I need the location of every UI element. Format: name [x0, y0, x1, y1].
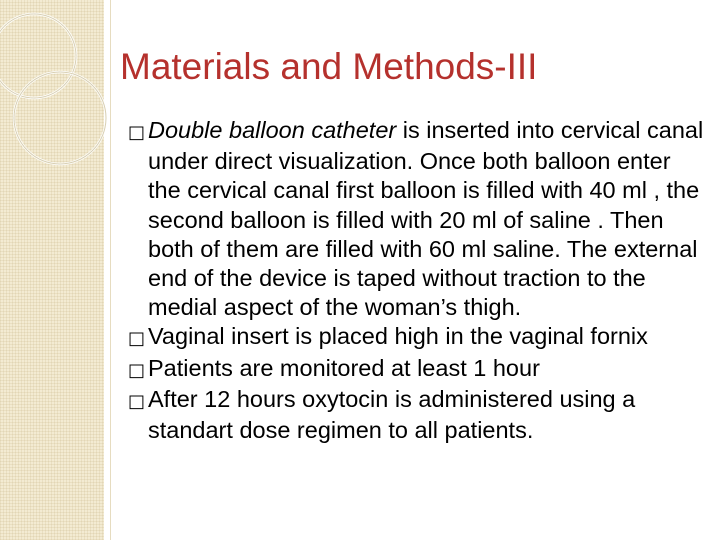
bullet-text: Patients are monitored at least 1 hour	[148, 354, 540, 381]
bullet-box-icon: □	[128, 359, 146, 381]
bullet-box-icon: □	[128, 328, 146, 350]
decorative-circles-icon	[0, 0, 140, 200]
bullet-list	[128, 116, 706, 445]
bullet-text: is inserted into cervical canal under direct visualization. Once both balloon enter the cervical canal first balloon is filled with 40 ml , the second balloon is filled with 20 ml of saline . Then both of them are filled with 60 ml saline. The external end of the device is taped without traction to the medial aspect of the woman’s thigh.	[148, 117, 704, 321]
bullet-item	[128, 385, 706, 445]
bullet-box-icon: □	[128, 390, 146, 412]
bullet-italic-lead: Double balloon catheter	[148, 117, 397, 143]
bullet-box-icon: □	[128, 122, 146, 143]
bullet-text: Vaginal insert is placed high in the vaginal fornix	[148, 323, 648, 350]
bullet-item	[128, 354, 706, 385]
bullet-item	[128, 116, 706, 322]
slide-title: Materials and Methods-III	[120, 46, 538, 87]
bullet-item	[128, 322, 706, 353]
bullet-text: After 12 hours oxytocin is administered using a standart dose regimen to all patients.	[148, 385, 636, 444]
